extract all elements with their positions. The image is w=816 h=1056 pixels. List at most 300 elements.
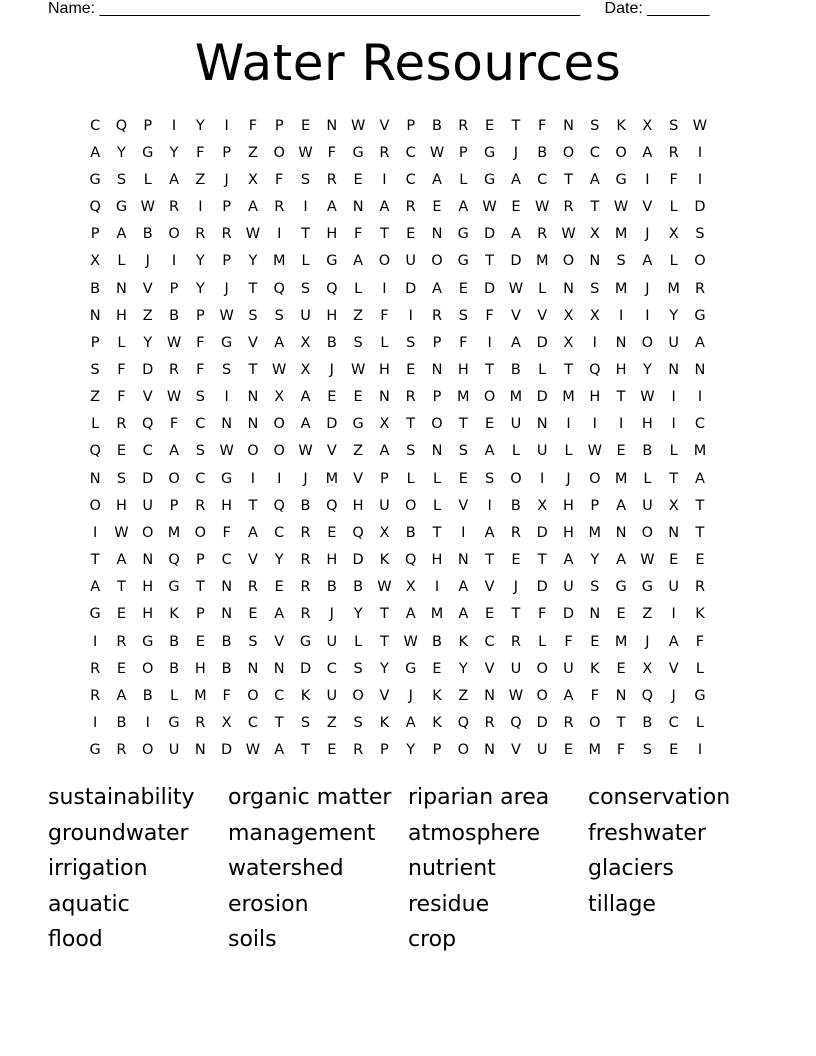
grid-letter[interactable]: P xyxy=(169,497,179,514)
grid-letter[interactable]: N xyxy=(194,742,206,759)
grid-letter[interactable]: L xyxy=(117,253,126,270)
grid-letter[interactable]: B xyxy=(326,334,337,351)
grid-letter[interactable]: N xyxy=(431,361,443,378)
grid-letter[interactable]: U xyxy=(326,633,338,650)
grid-letter[interactable]: E xyxy=(406,361,416,378)
grid-letter[interactable]: O xyxy=(562,144,575,161)
grid-letter[interactable]: B xyxy=(510,497,521,514)
grid-letter[interactable]: R xyxy=(300,606,311,623)
grid-letter[interactable]: E xyxy=(116,660,127,677)
grid-letter[interactable]: T xyxy=(564,171,573,188)
grid-letter[interactable]: P xyxy=(406,117,416,134)
grid-letter[interactable]: G xyxy=(483,144,496,161)
grid-letter[interactable]: H xyxy=(142,606,154,623)
grid-letter[interactable]: I xyxy=(171,253,177,270)
grid-letter[interactable]: W xyxy=(245,742,261,759)
grid-letter[interactable]: A xyxy=(90,144,101,161)
grid-letter[interactable]: R xyxy=(326,171,337,188)
grid-letter[interactable]: B xyxy=(432,633,442,650)
grid-letter[interactable]: K xyxy=(432,715,442,732)
grid-letter[interactable]: O xyxy=(142,524,154,541)
grid-letter[interactable]: E xyxy=(669,742,679,759)
grid-letter[interactable]: O xyxy=(483,389,496,406)
grid-letter[interactable]: S xyxy=(274,307,284,324)
grid-letter[interactable]: T xyxy=(537,552,547,569)
grid-letter[interactable]: E xyxy=(274,579,284,596)
grid-letter[interactable]: L xyxy=(695,715,705,732)
grid-letter[interactable]: H xyxy=(352,497,364,514)
grid-letter[interactable]: Y xyxy=(169,144,179,161)
grid-letter[interactable]: F xyxy=(196,334,205,351)
grid-letter[interactable]: T xyxy=(432,524,442,541)
grid-letter[interactable]: M xyxy=(272,253,286,270)
grid-letter[interactable]: C xyxy=(326,660,337,677)
grid-letter[interactable]: F xyxy=(169,416,179,433)
grid-letter[interactable]: I xyxy=(697,742,703,759)
grid-letter[interactable]: J xyxy=(645,280,650,297)
grid-letter[interactable]: W xyxy=(166,389,182,406)
grid-letter[interactable]: R xyxy=(221,226,232,243)
grid-letter[interactable]: N xyxy=(247,416,259,433)
grid-letter[interactable]: P xyxy=(90,334,100,351)
grid-letter[interactable]: H xyxy=(563,524,574,541)
grid-letter[interactable]: E xyxy=(616,443,626,460)
grid-letter[interactable]: M xyxy=(588,524,602,541)
grid-letter[interactable]: X xyxy=(589,226,600,243)
grid-letter[interactable]: R xyxy=(379,144,390,161)
grid-letter[interactable]: F xyxy=(196,144,205,161)
grid-letter[interactable]: N xyxy=(221,416,233,433)
grid-letter[interactable]: C xyxy=(142,443,153,460)
grid-letter[interactable]: R xyxy=(563,199,574,216)
grid-letter[interactable]: E xyxy=(616,606,626,623)
grid-letter[interactable]: C xyxy=(484,633,495,650)
grid-letter[interactable]: T xyxy=(274,715,284,732)
grid-letter[interactable]: B xyxy=(353,579,364,596)
grid-letter[interactable]: R xyxy=(405,389,416,406)
grid-letter[interactable]: O xyxy=(168,470,180,487)
grid-letter[interactable]: I xyxy=(697,389,703,406)
grid-letter[interactable]: C xyxy=(405,171,416,188)
grid-letter[interactable]: C xyxy=(537,171,548,188)
grid-letter[interactable]: E xyxy=(669,552,679,569)
grid-letter[interactable]: B xyxy=(90,280,101,297)
grid-letter[interactable]: L xyxy=(301,253,310,270)
grid-letter[interactable]: R xyxy=(537,226,548,243)
grid-letter[interactable]: E xyxy=(353,389,363,406)
grid-letter[interactable]: Y xyxy=(195,117,205,134)
grid-letter[interactable]: H xyxy=(326,226,338,243)
grid-letter[interactable]: R xyxy=(274,199,285,216)
grid-letter[interactable]: V xyxy=(668,660,679,677)
grid-letter[interactable]: T xyxy=(406,416,416,433)
grid-letter[interactable]: E xyxy=(432,199,442,216)
grid-letter[interactable]: I xyxy=(171,117,177,134)
grid-letter[interactable]: Z xyxy=(353,443,364,460)
grid-letter[interactable]: N xyxy=(668,361,680,378)
grid-letter[interactable]: F xyxy=(538,117,547,134)
grid-letter[interactable]: X xyxy=(668,226,679,243)
grid-letter[interactable]: H xyxy=(194,660,206,677)
grid-letter[interactable]: C xyxy=(90,117,101,134)
grid-letter[interactable]: G xyxy=(352,144,364,161)
grid-letter[interactable]: E xyxy=(432,660,442,677)
grid-letter[interactable]: H xyxy=(326,552,338,569)
grid-letter[interactable]: P xyxy=(169,280,179,297)
grid-letter[interactable]: X xyxy=(221,715,232,732)
grid-letter[interactable]: S xyxy=(353,715,363,732)
grid-letter[interactable]: S xyxy=(195,443,205,460)
grid-letter[interactable]: G xyxy=(615,171,627,188)
grid-letter[interactable]: A xyxy=(510,226,521,243)
grid-letter[interactable]: Q xyxy=(326,280,338,297)
grid-letter[interactable]: I xyxy=(434,579,440,596)
grid-letter[interactable]: E xyxy=(327,389,337,406)
grid-letter[interactable]: S xyxy=(590,579,600,596)
grid-letter[interactable]: R xyxy=(668,144,679,161)
grid-letter[interactable]: M xyxy=(325,470,339,487)
grid-letter[interactable]: A xyxy=(642,144,653,161)
grid-letter[interactable]: Y xyxy=(642,361,652,378)
grid-letter[interactable]: A xyxy=(379,199,390,216)
grid-letter[interactable]: K xyxy=(379,552,390,569)
grid-letter[interactable]: V xyxy=(642,199,653,216)
grid-letter[interactable]: F xyxy=(222,524,231,541)
grid-letter[interactable]: X xyxy=(379,416,390,433)
grid-letter[interactable]: L xyxy=(669,199,678,216)
grid-letter[interactable]: W xyxy=(272,361,287,378)
grid-letter[interactable]: I xyxy=(461,524,466,541)
grid-letter[interactable]: Y xyxy=(590,552,600,569)
grid-letter[interactable]: Y xyxy=(379,660,389,677)
grid-letter[interactable]: E xyxy=(563,742,574,759)
grid-letter[interactable]: B xyxy=(169,660,180,677)
grid-letter[interactable]: F xyxy=(485,307,494,324)
grid-letter[interactable]: U xyxy=(563,579,574,596)
grid-letter[interactable]: W xyxy=(166,334,182,351)
grid-letter[interactable]: G xyxy=(221,470,233,487)
grid-letter[interactable]: J xyxy=(566,470,571,487)
grid-letter[interactable]: E xyxy=(116,606,127,623)
grid-letter[interactable]: W xyxy=(508,687,524,704)
grid-letter[interactable]: N xyxy=(589,253,601,270)
grid-letter[interactable]: S xyxy=(642,742,652,759)
grid-letter[interactable]: G xyxy=(326,253,338,270)
grid-letter[interactable]: V xyxy=(484,660,495,677)
grid-letter[interactable]: N xyxy=(326,117,338,134)
grid-letter[interactable]: I xyxy=(382,280,387,297)
grid-letter[interactable]: D xyxy=(221,742,233,759)
grid-letter[interactable]: D xyxy=(326,416,338,433)
grid-letter[interactable]: U xyxy=(168,742,180,759)
grid-letter[interactable]: R xyxy=(458,117,469,134)
grid-letter[interactable]: I xyxy=(250,470,256,487)
grid-letter[interactable]: W xyxy=(245,226,261,243)
grid-letter[interactable]: O xyxy=(431,253,443,270)
grid-letter[interactable]: B xyxy=(300,497,311,514)
grid-letter[interactable]: F xyxy=(538,606,547,623)
grid-letter[interactable]: C xyxy=(589,144,600,161)
grid-letter[interactable]: W xyxy=(692,117,708,134)
grid-letter[interactable]: E xyxy=(511,199,521,216)
grid-letter[interactable]: F xyxy=(616,742,626,759)
grid-letter[interactable]: B xyxy=(642,443,653,460)
grid-letter[interactable]: H xyxy=(378,361,390,378)
grid-letter[interactable]: G xyxy=(694,307,706,324)
grid-letter[interactable]: Z xyxy=(142,307,153,324)
grid-letter[interactable]: S xyxy=(458,307,468,324)
grid-letter[interactable]: M xyxy=(693,443,707,460)
grid-letter[interactable]: O xyxy=(457,742,470,759)
grid-letter[interactable]: O xyxy=(510,470,522,487)
grid-letter[interactable]: T xyxy=(379,633,389,650)
grid-letter[interactable]: L xyxy=(564,443,573,460)
grid-letter[interactable]: A xyxy=(589,171,600,188)
grid-letter[interactable]: W xyxy=(377,579,392,596)
grid-letter[interactable]: G xyxy=(483,171,496,188)
grid-letter[interactable]: A xyxy=(379,443,390,460)
grid-letter[interactable]: M xyxy=(562,389,575,406)
grid-letter[interactable]: R xyxy=(169,199,180,216)
grid-letter[interactable]: U xyxy=(405,253,417,270)
grid-letter[interactable]: T xyxy=(616,389,626,406)
grid-letter[interactable]: J xyxy=(645,226,650,243)
grid-letter[interactable]: I xyxy=(566,416,571,433)
grid-letter[interactable]: S xyxy=(616,253,626,270)
grid-letter[interactable]: P xyxy=(222,144,231,161)
grid-letter[interactable]: S xyxy=(406,334,416,351)
grid-letter[interactable]: M xyxy=(194,687,207,704)
grid-letter[interactable]: T xyxy=(379,606,389,623)
grid-letter[interactable]: R xyxy=(90,687,101,704)
grid-letter[interactable]: B xyxy=(326,579,337,596)
grid-letter[interactable]: Q xyxy=(405,552,417,569)
grid-letter[interactable]: W xyxy=(350,117,366,134)
grid-letter[interactable]: C xyxy=(247,715,258,732)
grid-letter[interactable]: K xyxy=(458,633,469,650)
grid-letter[interactable]: L xyxy=(538,361,547,378)
grid-letter[interactable]: I xyxy=(645,171,650,188)
grid-letter[interactable]: E xyxy=(195,633,205,650)
grid-letter[interactable]: S xyxy=(590,280,600,297)
grid-letter[interactable]: L xyxy=(459,171,468,188)
grid-letter[interactable]: I xyxy=(408,307,413,324)
grid-letter[interactable]: A xyxy=(458,606,469,623)
grid-letter[interactable]: C xyxy=(221,552,232,569)
grid-letter[interactable]: F xyxy=(117,361,126,378)
grid-letter[interactable]: N xyxy=(484,687,496,704)
grid-letter[interactable]: V xyxy=(353,470,364,487)
grid-letter[interactable]: U xyxy=(642,497,653,514)
grid-letter[interactable]: R xyxy=(510,633,521,650)
grid-letter[interactable]: F xyxy=(380,307,389,324)
grid-letter[interactable]: O xyxy=(615,144,627,161)
grid-letter[interactable]: K xyxy=(300,687,311,704)
grid-letter[interactable]: O xyxy=(247,443,259,460)
grid-letter[interactable]: L xyxy=(432,470,442,487)
grid-letter[interactable]: U xyxy=(379,497,390,514)
grid-letter[interactable]: O xyxy=(589,470,601,487)
grid-letter[interactable]: X xyxy=(379,524,390,541)
grid-letter[interactable]: T xyxy=(248,497,258,514)
grid-letter[interactable]: H xyxy=(142,579,154,596)
grid-letter[interactable]: T xyxy=(511,606,521,623)
grid-letter[interactable]: S xyxy=(195,389,205,406)
grid-letter[interactable]: G xyxy=(615,579,627,596)
grid-letter[interactable]: N xyxy=(615,334,627,351)
grid-letter[interactable]: A xyxy=(300,389,311,406)
grid-letter[interactable]: A xyxy=(432,280,442,297)
grid-letter[interactable]: D xyxy=(484,280,496,297)
grid-letter[interactable]: O xyxy=(247,687,259,704)
grid-letter[interactable]: K xyxy=(695,606,705,623)
grid-letter[interactable]: A xyxy=(668,633,679,650)
grid-letter[interactable]: I xyxy=(592,334,597,351)
grid-letter[interactable]: A xyxy=(300,416,311,433)
grid-letter[interactable]: X xyxy=(642,117,653,134)
grid-letter[interactable]: V xyxy=(510,307,521,324)
grid-letter[interactable]: R xyxy=(116,742,127,759)
grid-letter[interactable]: H xyxy=(457,361,469,378)
grid-letter[interactable]: W xyxy=(298,443,313,460)
grid-letter[interactable]: T xyxy=(485,552,495,569)
grid-letter[interactable]: T xyxy=(195,579,205,596)
grid-letter[interactable]: M xyxy=(667,280,680,297)
grid-letter[interactable]: B xyxy=(537,144,548,161)
grid-letter[interactable]: T xyxy=(564,361,573,378)
grid-letter[interactable]: W xyxy=(429,144,445,161)
grid-letter[interactable]: A xyxy=(274,606,285,623)
grid-letter[interactable]: X xyxy=(405,579,416,596)
grid-letter[interactable]: W xyxy=(298,144,313,161)
grid-letter[interactable]: U xyxy=(300,307,311,324)
grid-letter[interactable]: V xyxy=(537,307,548,324)
grid-letter[interactable]: Q xyxy=(89,443,101,460)
grid-letter[interactable]: T xyxy=(379,226,389,243)
grid-letter[interactable]: X xyxy=(589,307,600,324)
grid-letter[interactable]: Y xyxy=(117,144,126,161)
grid-letter[interactable]: R xyxy=(169,361,180,378)
grid-letter[interactable]: A xyxy=(326,199,337,216)
grid-letter[interactable]: W xyxy=(114,524,129,541)
grid-letter[interactable]: H xyxy=(115,307,127,324)
grid-letter[interactable]: O xyxy=(273,443,285,460)
grid-letter[interactable]: Z xyxy=(326,715,337,732)
grid-letter[interactable]: U xyxy=(510,660,522,677)
grid-letter[interactable]: I xyxy=(697,144,703,161)
grid-letter[interactable]: Y xyxy=(195,253,205,270)
grid-letter[interactable]: T xyxy=(458,416,468,433)
grid-letter[interactable]: U xyxy=(536,742,548,759)
grid-letter[interactable]: S xyxy=(669,117,679,134)
grid-letter[interactable]: G xyxy=(89,606,101,623)
grid-letter[interactable]: V xyxy=(484,579,495,596)
grid-letter[interactable]: I xyxy=(277,226,282,243)
grid-letter[interactable]: O xyxy=(168,226,180,243)
grid-letter[interactable]: N xyxy=(615,524,627,541)
grid-letter[interactable]: Z xyxy=(247,144,258,161)
grid-letter[interactable]: E xyxy=(327,742,337,759)
grid-letter[interactable]: L xyxy=(354,633,363,650)
grid-letter[interactable]: S xyxy=(484,470,495,487)
grid-letter[interactable]: F xyxy=(248,117,258,134)
grid-letter[interactable]: S xyxy=(695,226,705,243)
grid-letter[interactable]: I xyxy=(382,171,387,188)
grid-letter[interactable]: N xyxy=(484,742,496,759)
grid-letter[interactable]: A xyxy=(169,443,179,460)
grid-letter[interactable]: C xyxy=(274,687,285,704)
date-field-label[interactable]: Date: _______ xyxy=(604,0,710,17)
grid-letter[interactable]: L xyxy=(380,334,389,351)
grid-letter[interactable]: N xyxy=(457,552,469,569)
grid-letter[interactable]: T xyxy=(248,361,258,378)
grid-letter[interactable]: H xyxy=(641,416,653,433)
grid-letter[interactable]: W xyxy=(403,633,418,650)
grid-letter[interactable]: V xyxy=(142,280,153,297)
grid-letter[interactable]: U xyxy=(536,443,548,460)
grid-letter[interactable]: A xyxy=(116,226,127,243)
grid-letter[interactable]: W xyxy=(508,280,524,297)
grid-letter[interactable]: N xyxy=(116,280,127,297)
grid-letter[interactable]: T xyxy=(248,280,258,297)
grid-letter[interactable]: Z xyxy=(642,606,653,623)
grid-letter[interactable]: I xyxy=(592,416,597,433)
grid-letter[interactable]: Q xyxy=(115,117,128,134)
grid-letter[interactable]: T xyxy=(485,253,495,270)
grid-letter[interactable]: A xyxy=(116,687,127,704)
grid-letter[interactable]: Y xyxy=(353,606,363,623)
grid-letter[interactable]: D xyxy=(142,361,154,378)
grid-letter[interactable]: N xyxy=(668,524,680,541)
grid-letter[interactable]: E xyxy=(590,633,600,650)
grid-letter[interactable]: H xyxy=(221,497,233,514)
grid-letter[interactable]: E xyxy=(353,171,363,188)
grid-letter[interactable]: J xyxy=(513,144,519,161)
grid-letter[interactable]: Y xyxy=(143,334,153,351)
grid-letter[interactable]: G xyxy=(89,742,101,759)
grid-letter[interactable]: O xyxy=(641,334,654,351)
grid-letter[interactable]: X xyxy=(247,171,258,188)
grid-letter[interactable]: P xyxy=(274,117,284,134)
grid-letter[interactable]: A xyxy=(510,171,521,188)
grid-letter[interactable]: Q xyxy=(589,361,601,378)
grid-letter[interactable]: X xyxy=(668,497,679,514)
grid-letter[interactable]: A xyxy=(484,443,495,460)
grid-letter[interactable]: C xyxy=(405,144,416,161)
grid-letter[interactable]: P xyxy=(195,552,205,569)
grid-letter[interactable]: J xyxy=(224,280,229,297)
grid-letter[interactable]: O xyxy=(536,660,548,677)
grid-letter[interactable]: F xyxy=(117,389,126,406)
grid-letter[interactable]: W xyxy=(613,199,629,216)
grid-letter[interactable]: W xyxy=(350,361,366,378)
grid-letter[interactable]: T xyxy=(301,742,310,759)
grid-letter[interactable]: F xyxy=(275,171,284,188)
grid-letter[interactable]: P xyxy=(432,389,442,406)
grid-letter[interactable]: R xyxy=(247,579,258,596)
grid-letter[interactable]: R xyxy=(195,715,206,732)
grid-letter[interactable]: V xyxy=(142,389,153,406)
grid-letter[interactable]: I xyxy=(93,715,98,732)
grid-letter[interactable]: R xyxy=(195,226,206,243)
grid-letter[interactable]: A xyxy=(405,606,416,623)
grid-letter[interactable]: W xyxy=(219,443,234,460)
grid-letter[interactable]: P xyxy=(195,606,205,623)
grid-letter[interactable]: D xyxy=(405,280,417,297)
grid-letter[interactable]: O xyxy=(142,742,154,759)
grid-letter[interactable]: H xyxy=(563,497,574,514)
grid-letter[interactable]: X xyxy=(563,334,574,351)
